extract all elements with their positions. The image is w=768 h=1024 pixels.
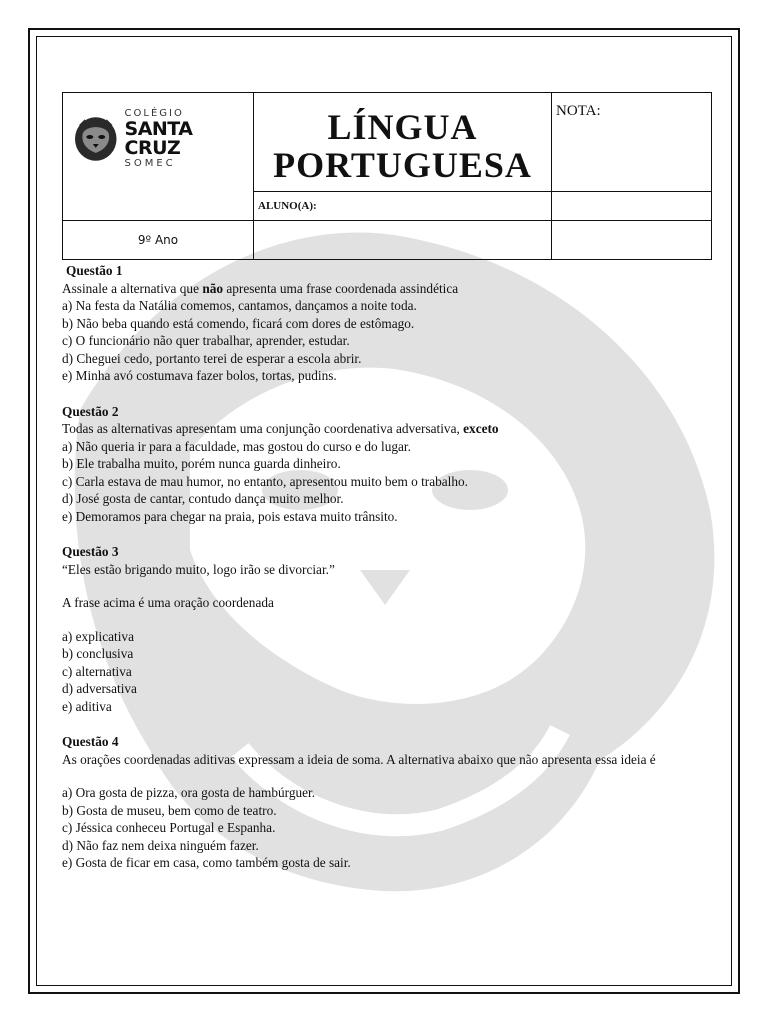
- question-2: [62, 403, 722, 526]
- grade-score-cell: [552, 221, 712, 260]
- option-c: c) Jéssica conheceu Portugal e Espanha.: [62, 820, 276, 835]
- option-e: e) aditiva: [62, 698, 112, 714]
- subject-title-line2: PORTUGUESA: [273, 145, 532, 185]
- option-a: a) Não queria ir para a faculdade, mas gostou do curso e do lugar.: [62, 438, 411, 454]
- question-title: Questão 3: [62, 544, 119, 559]
- question-3: [62, 543, 722, 715]
- option-a: a) Na festa da Natália comemos, cantamos, dançamos a noite toda.: [62, 298, 417, 313]
- question-quote: “Eles estão brigando muito, logo irão se divorciar.”: [62, 561, 335, 577]
- aluno-cell: [254, 192, 552, 221]
- prompt-text: Assinale a alternativa que: [62, 280, 203, 296]
- option-b: b) conclusiva: [62, 646, 134, 661]
- option-c: c) alternativa: [62, 663, 132, 679]
- prompt-text: apresenta uma frase coordenada assindética: [223, 280, 459, 296]
- question-4: [62, 733, 722, 872]
- logo-line-somec: SOMEC: [124, 158, 176, 169]
- logo-cell: [63, 93, 254, 221]
- option-d: d) José gosta de cantar, contudo dança muito melhor.: [62, 491, 344, 506]
- question-prompt: [62, 280, 722, 298]
- panther-head-icon: [73, 115, 119, 163]
- question-prompt: A frase acima é uma oração coordenada: [62, 595, 274, 610]
- question-title: Questão 1: [66, 263, 123, 278]
- question-title: Questão 4: [62, 734, 119, 749]
- option-e: e) Gosta de ficar em casa, como também gosta de sair.: [62, 855, 351, 870]
- question-prompt: As orações coordenadas aditivas expressam a ideia de soma. A alternativa abaixo que não apresenta essa ideia é: [62, 751, 656, 767]
- option-e: e) Minha avó costumava fazer bolos, tortas, pudins.: [62, 368, 337, 383]
- exam-content: [62, 262, 722, 872]
- option-d: d) Cheguei cedo, portanto terei de esperar a escola abrir.: [62, 350, 362, 366]
- option-a: a) Ora gosta de pizza, ora gosta de hambúrguer.: [62, 785, 316, 800]
- grade-blank-cell: [254, 221, 552, 260]
- question-prompt: [62, 420, 722, 438]
- option-b: b) Gosta de museu, bem como de teatro.: [62, 802, 277, 818]
- option-c: c) Carla estava de mau humor, no entanto, apresentou muito bem o trabalho.: [62, 473, 469, 489]
- prompt-emphasis: não: [202, 280, 224, 296]
- subject-title: [254, 108, 551, 184]
- logo-line-colegio: COLÉGIO: [124, 108, 184, 119]
- school-logo: [73, 109, 253, 169]
- option-d: d) Não faz nem deixa ninguém fazer.: [62, 837, 259, 853]
- logo-line-name: SANTA CRUZ: [124, 118, 193, 159]
- option-e: e) Demoramos para chegar na praia, pois estava muito trânsito.: [62, 508, 398, 524]
- grade-cell: [63, 221, 254, 260]
- prompt-emphasis: exceto: [463, 421, 499, 436]
- aluno-label: ALUNO(A):: [258, 200, 317, 212]
- nota-label: NOTA:: [556, 103, 601, 119]
- prompt-text: Todas as alternativas apresentam uma conjunção coordenativa adversativa,: [62, 421, 464, 436]
- option-c: c) O funcionário não quer trabalhar, aprender, estudar.: [62, 333, 350, 348]
- title-cell: [254, 93, 552, 192]
- option-b: b) Não beba quando está comendo, ficará com dores de estômago.: [62, 315, 415, 331]
- question-title: Questão 2: [62, 403, 119, 419]
- aluno-extra-cell: [552, 192, 712, 221]
- header-table: [62, 92, 712, 260]
- option-b: b) Ele trabalha muito, porém nunca guarda dinheiro.: [62, 456, 341, 471]
- option-d: d) adversativa: [62, 681, 137, 696]
- option-a: a) explicativa: [62, 628, 134, 644]
- grade-label: 9º Ano: [137, 233, 179, 247]
- nota-cell: [552, 93, 712, 192]
- subject-title-line1: LÍNGUA: [327, 107, 478, 147]
- question-1: [62, 262, 722, 385]
